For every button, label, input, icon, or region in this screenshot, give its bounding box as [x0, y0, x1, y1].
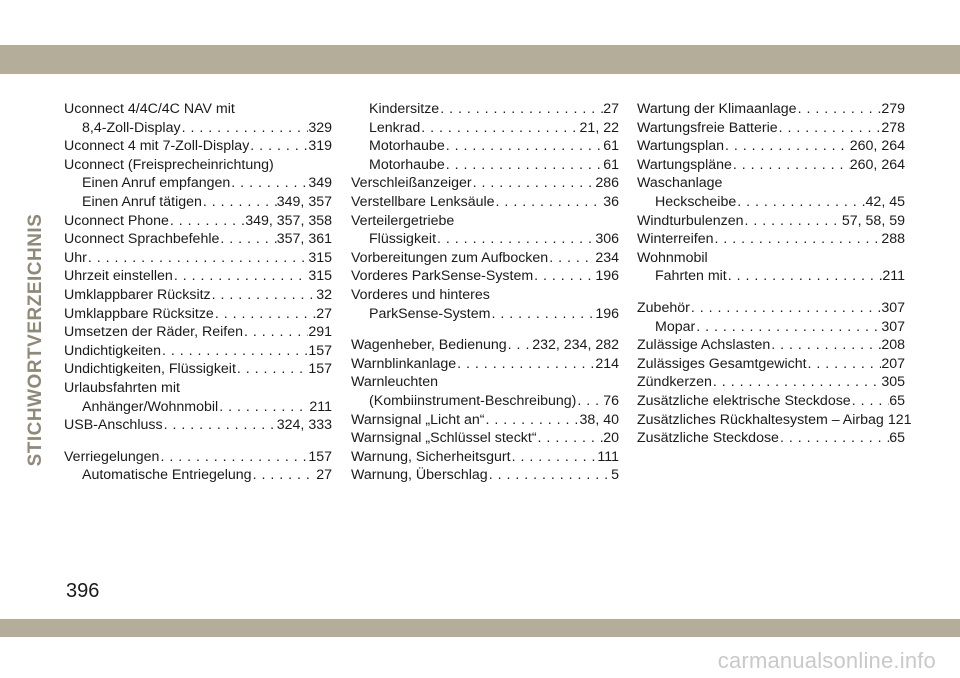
dot-leader [214, 305, 316, 324]
dot-leader [576, 392, 603, 411]
dot-leader [724, 137, 850, 156]
header-band [0, 45, 960, 74]
entry-term: Wartungspläne [637, 156, 732, 173]
entry-term: Motorhaube [369, 138, 445, 155]
index-entry [351, 193, 619, 212]
entry-page-ref: 36 [603, 193, 619, 210]
dot-leader [163, 416, 277, 435]
dot-leader [779, 429, 889, 448]
dot-leader [727, 267, 883, 286]
dot-leader [713, 230, 881, 249]
dot-leader [252, 466, 317, 485]
entry-page-ref: 357, 361 [276, 231, 332, 248]
dot-leader [202, 193, 277, 212]
index-entry [637, 156, 905, 175]
index-entry [637, 212, 905, 231]
index-subentry [351, 100, 619, 119]
entry-term: Anhänger/Wohnmobil [82, 398, 219, 415]
entry-page-ref: 121 [887, 411, 912, 428]
dot-leader [548, 249, 595, 268]
entry-term: Wagenheber, Bedienung [351, 337, 507, 354]
dot-leader [488, 466, 611, 485]
index-entry [351, 286, 619, 305]
dot-leader [695, 318, 881, 337]
dot-leader [219, 230, 276, 249]
index-entry [351, 267, 619, 286]
entry-page-ref: 349, 357 [276, 193, 332, 210]
dot-leader [161, 342, 308, 361]
entry-term: Zusätzliche Steckdose [637, 430, 779, 447]
entry-page-ref: 157 [308, 448, 332, 465]
index-column-3 [637, 100, 912, 448]
entry-term: Uhrzeit einstellen [64, 268, 173, 285]
entry-page-ref: 157 [308, 342, 332, 359]
dot-leader [807, 355, 882, 374]
entry-page-ref: 307 [881, 318, 905, 335]
entry-term: Mopar [655, 318, 696, 335]
entry-gap [637, 286, 905, 299]
index-entry [637, 100, 905, 119]
index-entry [64, 249, 332, 268]
entry-page-ref: 57, 58, 59 [841, 212, 905, 229]
dot-leader [770, 336, 881, 355]
entry-term: Uconnect 4 mit 7-Zoll-Display [64, 138, 250, 155]
entry-page-ref: 61 [603, 138, 619, 155]
entry-page-ref: 306 [595, 231, 619, 248]
entry-page-ref: 286 [595, 175, 619, 192]
index-subentry [637, 318, 905, 337]
dot-leader [159, 448, 308, 467]
dot-leader [690, 299, 881, 318]
dot-leader [439, 100, 603, 119]
index-subentry [64, 119, 332, 138]
dot-leader [211, 286, 317, 305]
entry-page-ref: 32 [316, 286, 332, 303]
entry-term: Umsetzen der Räder, Reifen [64, 324, 244, 341]
entry-term: Urlaubsfahrten mit [64, 379, 180, 396]
entry-page-ref: 232, 234, 282 [532, 337, 619, 354]
entry-term: Warnung, Überschlag [351, 467, 488, 484]
index-entry [64, 286, 332, 305]
index-entry [64, 416, 332, 435]
entry-page-ref: 65 [889, 430, 905, 447]
entry-page-ref: 65 [889, 392, 905, 409]
index-subentry [351, 119, 619, 138]
entry-page-ref: 307 [881, 299, 905, 316]
dot-leader [436, 230, 595, 249]
entry-term: Undichtigkeiten, Flüssigkeit [64, 361, 236, 378]
entry-term: Windturbulenzen [637, 212, 744, 229]
entry-page-ref: 349 [308, 175, 332, 192]
entry-page-ref: 196 [595, 305, 619, 322]
dot-leader [445, 137, 604, 156]
entry-page-ref: 288 [881, 231, 905, 248]
index-entry [637, 119, 905, 138]
entry-term: Wartungsfreie Batterie [637, 119, 778, 136]
entry-page-ref: 315 [308, 249, 332, 266]
index-entry [637, 230, 905, 249]
index-column-2 [351, 100, 619, 485]
dot-leader [485, 411, 580, 430]
entry-term: USB-Anschluss [64, 417, 163, 434]
entry-page-ref: 279 [881, 101, 905, 117]
index-entry [351, 373, 619, 392]
dot-leader [169, 212, 245, 231]
dot-leader [533, 267, 595, 286]
dot-leader [181, 119, 309, 138]
dot-leader [743, 212, 841, 231]
entry-term: Vorbereitungen zum Aufbocken [351, 249, 549, 266]
index-subentry [64, 174, 332, 193]
dot-leader [456, 355, 595, 374]
dot-leader [511, 448, 598, 467]
entry-term: Zulässiges Gesamtgewicht [637, 355, 807, 372]
index-entry [637, 137, 905, 156]
index-subentry [351, 137, 619, 156]
entry-page-ref: 349, 357, 358 [245, 212, 332, 229]
watermark-text: carmanualsonline.info [717, 648, 936, 673]
index-subentry [351, 156, 619, 175]
entry-page-ref: 260, 264 [849, 138, 905, 155]
index-entry [637, 299, 905, 318]
entry-page-ref: 20 [603, 430, 619, 447]
entry-term: Wohnmobil [637, 249, 708, 266]
entry-term: Verriegelungen [64, 448, 160, 465]
index-entry [351, 212, 619, 231]
dot-leader [736, 193, 865, 212]
dot-leader [173, 267, 309, 286]
entry-term: Winterreifen [637, 231, 714, 248]
index-entry [64, 267, 332, 286]
entry-term: Uconnect Sprachbefehle [64, 231, 220, 248]
page-number: 396 [66, 580, 100, 602]
index-entry [637, 336, 905, 355]
entry-term: Zündkerzen [637, 374, 712, 391]
index-entry [64, 230, 332, 249]
entry-page-ref: 214 [595, 355, 619, 372]
index-entry [637, 174, 905, 193]
entry-page-ref: 319 [308, 138, 332, 155]
index-subentry [64, 398, 332, 417]
index-entry [351, 411, 619, 430]
dot-leader [420, 119, 579, 138]
entry-term: Flüssigkeit [369, 231, 437, 248]
entry-term: Warnleuchten [351, 374, 439, 391]
entry-term: Uconnect Phone [64, 212, 169, 229]
dot-leader [472, 174, 596, 193]
entry-page-ref: 5 [611, 467, 619, 484]
dot-leader [445, 156, 604, 175]
index-entry [64, 342, 332, 361]
index-subentry [637, 267, 905, 286]
dot-leader [236, 360, 308, 379]
dot-leader [537, 429, 604, 448]
entry-term: Zusätzliche elektrische Steckdose [637, 392, 851, 409]
index-subentry [637, 193, 905, 212]
index-entry [64, 137, 332, 156]
entry-page-ref: 61 [603, 156, 619, 173]
entry-page-ref: 42, 45 [865, 193, 905, 210]
entry-term: Waschanlage [637, 175, 723, 192]
dot-leader [495, 193, 604, 212]
dot-leader [797, 100, 882, 119]
entry-term: Kindersitze [369, 101, 440, 117]
entry-page-ref: 208 [881, 337, 905, 354]
dot-leader [249, 137, 308, 156]
entry-page-ref: 196 [595, 268, 619, 285]
footer-band [0, 619, 960, 637]
entry-term: Lenkrad [369, 119, 421, 136]
entry-page-ref: 211 [882, 268, 905, 285]
entry-page-ref: 157 [308, 361, 332, 378]
entry-term: Wartungsplan [637, 138, 725, 155]
entry-term: Warnsignal „Licht an“ [351, 411, 485, 428]
index-entry [351, 249, 619, 268]
entry-term: 8,4-Zoll-Display [82, 119, 181, 136]
entry-gap [64, 435, 332, 448]
dot-leader [732, 156, 850, 175]
entry-term: Warnsignal „Schlüssel steckt“ [351, 430, 537, 447]
index-entry [637, 392, 905, 411]
index-subentry [64, 193, 332, 212]
index-subentry [351, 230, 619, 249]
entry-term: Uhr [64, 249, 87, 266]
entry-page-ref: 234 [595, 249, 619, 266]
entry-term: Warnblinkanlage [351, 355, 457, 372]
entry-term: Uconnect 4/4C/4C NAV mit [64, 101, 235, 117]
entry-term: Verschleißanzeiger [351, 175, 472, 192]
index-entry [64, 212, 332, 231]
index-entry [64, 360, 332, 379]
dot-leader [230, 174, 308, 193]
entry-page-ref: 305 [881, 374, 905, 391]
dot-leader [712, 373, 881, 392]
entry-page-ref: 111 [597, 448, 619, 465]
entry-page-ref: 76 [603, 392, 619, 409]
entry-page-ref: 207 [881, 355, 905, 372]
index-entry [64, 156, 332, 175]
index-entry [351, 355, 619, 374]
entry-term: Einen Anruf tätigen [82, 193, 202, 210]
entry-term: (Kombiinstrument-Beschreibung) [369, 392, 577, 409]
index-entry [637, 249, 905, 268]
entry-term: Automatische Entriegelung [82, 467, 252, 484]
entry-page-ref: 260, 264 [849, 156, 905, 173]
entry-page-ref: 211 [309, 398, 332, 415]
entry-term: Heckscheibe [655, 193, 737, 210]
dot-leader [490, 305, 595, 324]
entry-term: Uconnect (Freisprecheinrichtung) [64, 156, 274, 173]
entry-page-ref: 291 [308, 324, 332, 341]
entry-term: Umklappbare Rücksitze [64, 305, 214, 322]
entry-page-ref: 315 [308, 268, 332, 285]
section-title-vertical: STICHWORTVERZEICHNIS [25, 213, 46, 467]
dot-leader [218, 398, 309, 417]
index-entry [64, 448, 332, 467]
index-entry [64, 305, 332, 324]
index-entry [351, 448, 619, 467]
index-entry [351, 466, 619, 485]
entry-page-ref: 27 [316, 467, 332, 484]
entry-term: Motorhaube [369, 156, 445, 173]
index-column-1 [64, 100, 332, 485]
index-entry [637, 429, 905, 448]
entry-page-ref: 27 [603, 101, 619, 117]
entry-term: Fahrten mit [655, 268, 727, 285]
index-entry [351, 429, 619, 448]
entry-page-ref: 21, 22 [579, 119, 619, 136]
index-entry [351, 336, 619, 355]
entry-term: Zubehör [637, 299, 690, 316]
dot-leader [851, 392, 890, 411]
dot-leader [87, 249, 308, 268]
entry-term: Zusätzliches Rückhaltesystem – Airbag [637, 411, 884, 428]
dot-leader [243, 323, 308, 342]
index-subentry [351, 392, 619, 411]
entry-term: Warnung, Sicherheitsgurt [351, 448, 511, 465]
index-entry [351, 174, 619, 193]
dot-leader [507, 336, 533, 355]
entry-term: Vorderes ParkSense-System [351, 268, 534, 285]
entry-page-ref: 329 [308, 119, 332, 136]
index-entry [637, 355, 905, 374]
entry-gap [351, 323, 619, 336]
index-subentry [351, 305, 619, 324]
index-entry [637, 373, 905, 392]
index-entry [637, 411, 912, 430]
dot-leader [778, 119, 882, 138]
entry-term: Einen Anruf empfangen [82, 175, 231, 192]
entry-term: Umklappbarer Rücksitz [64, 286, 211, 303]
entry-term: Zulässige Achslasten [637, 337, 771, 354]
entry-page-ref: 278 [881, 119, 905, 136]
entry-term: ParkSense-System [369, 305, 491, 322]
entry-term: Wartung der Klimaanlage [637, 101, 797, 117]
entry-page-ref: 38, 40 [579, 411, 619, 428]
index-entry [64, 100, 332, 119]
index-entry [64, 323, 332, 342]
index-entry [64, 379, 332, 398]
entry-term: Vorderes und hinteres [351, 286, 490, 303]
index-subentry [64, 466, 332, 485]
entry-term: Undichtigkeiten [64, 342, 162, 359]
entry-term: Verstellbare Lenksäule [351, 193, 495, 210]
entry-page-ref: 27 [316, 305, 332, 322]
entry-page-ref: 324, 333 [276, 417, 332, 434]
entry-term: Verteilergetriebe [351, 212, 455, 229]
